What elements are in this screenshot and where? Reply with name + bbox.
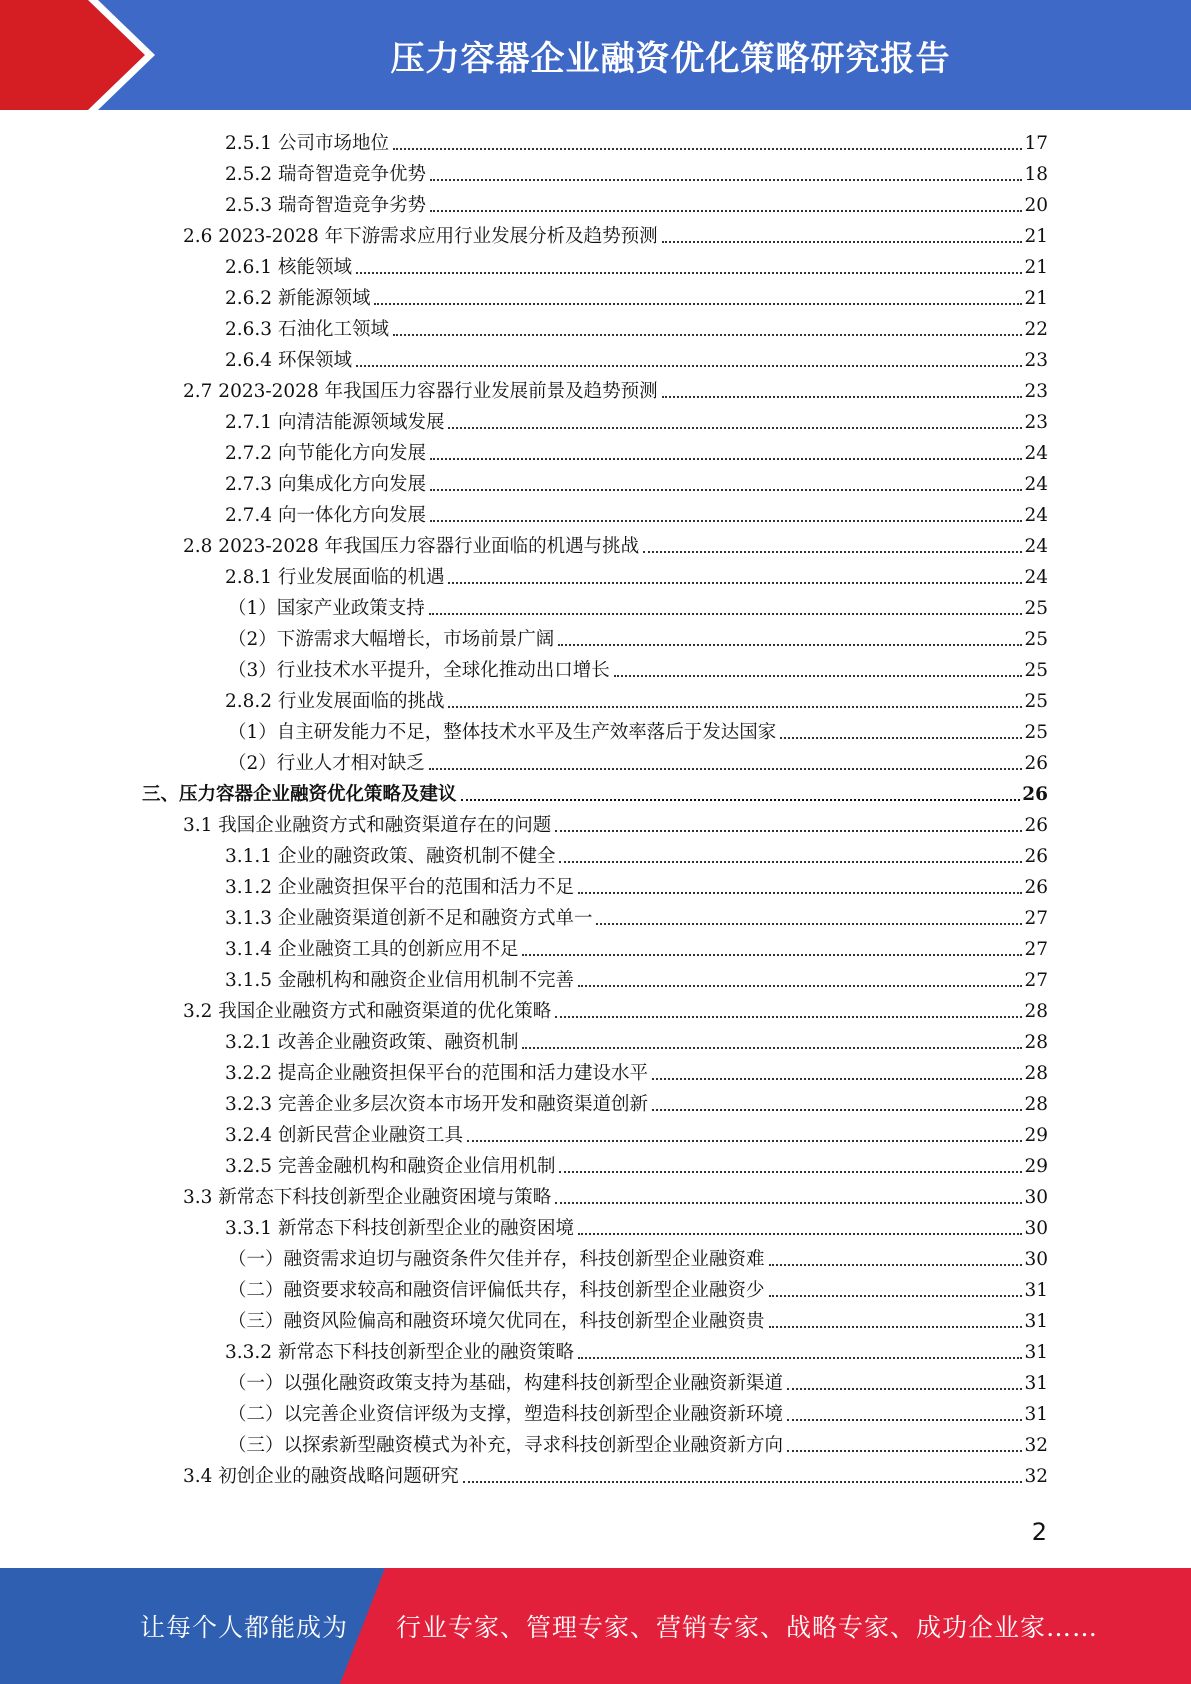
toc-entry-label: 3.2.4 创新民营企业融资工具 — [225, 1125, 463, 1146]
toc-leader-dots — [430, 458, 1022, 460]
toc-entry[interactable] — [183, 376, 1048, 407]
toc-entry[interactable] — [225, 562, 1048, 593]
toc-entry[interactable] — [225, 903, 1048, 934]
toc-entry-label: 2.6.3 石油化工领域 — [225, 319, 389, 340]
toc-entry[interactable] — [225, 407, 1048, 438]
toc-entry-page: 27 — [1024, 908, 1048, 929]
toc-entry-page: 28 — [1024, 1094, 1048, 1115]
toc-entry[interactable] — [183, 1461, 1048, 1492]
toc-entry[interactable] — [225, 283, 1048, 314]
toc-entry-label: 3.3 新常态下科技创新型企业融资困境与策略 — [183, 1187, 552, 1208]
toc-leader-dots — [787, 1419, 1022, 1421]
toc-entry-page: 23 — [1024, 412, 1048, 433]
toc-entry-page: 17 — [1024, 133, 1048, 154]
toc-entry[interactable] — [228, 1275, 1048, 1306]
toc-entry-label: （1）自主研发能力不足，整体技术水平及生产效率落后于发达国家 — [228, 722, 777, 743]
toc-entry-label: 3.1 我国企业融资方式和融资渠道存在的问题 — [183, 815, 552, 836]
toc-leader-dots — [448, 427, 1022, 429]
toc-entry[interactable] — [225, 314, 1048, 345]
toc-entry-label: 3.2.1 改善企业融资政策、融资机制 — [225, 1032, 519, 1053]
toc-entry[interactable] — [225, 469, 1048, 500]
toc-entry-page: 28 — [1024, 1063, 1048, 1084]
toc-leader-dots — [522, 1047, 1022, 1049]
toc-entry-label: （三）以探索新型融资模式为补充，寻求科技创新型企业融资新方向 — [228, 1435, 784, 1456]
toc-leader-dots — [461, 799, 1021, 801]
toc-leader-dots — [769, 1264, 1023, 1266]
toc-leader-dots — [559, 1171, 1022, 1173]
toc-entry-page: 24 — [1024, 567, 1048, 588]
toc-entry[interactable] — [225, 841, 1048, 872]
toc-entry-page: 24 — [1024, 505, 1048, 526]
footer-slogan-left: 让每个人都能成为 — [140, 1613, 349, 1642]
toc-entry-label: 三、压力容器企业融资优化策略及建议 — [142, 784, 457, 805]
toc-entry[interactable] — [225, 438, 1048, 469]
toc-leader-dots — [769, 1326, 1023, 1328]
toc-entry-label: （三）融资风险偏高和融资环境欠优同在，科技创新型企业融资贵 — [228, 1311, 765, 1332]
toc-entry[interactable] — [225, 1151, 1048, 1182]
toc-entry-label: 3.2.2 提高企业融资担保平台的范围和活力建设水平 — [225, 1063, 648, 1084]
toc-leader-dots — [787, 1450, 1022, 1452]
toc-leader-dots — [578, 1233, 1022, 1235]
toc-leader-dots — [429, 613, 1023, 615]
toc-entry-page: 29 — [1024, 1125, 1048, 1146]
toc-entry[interactable] — [225, 686, 1048, 717]
toc-entry[interactable] — [225, 1089, 1048, 1120]
page-number: 2 — [1031, 1518, 1047, 1546]
toc-entry-page: 26 — [1024, 815, 1048, 836]
toc-leader-dots — [356, 365, 1023, 367]
toc-entry-label: 2.8 2023-2028 年我国压力容器行业面临的机遇与挑战 — [183, 536, 640, 557]
toc-leader-dots — [662, 241, 1023, 243]
toc-entry-page: 25 — [1024, 691, 1048, 712]
toc-entry-page: 25 — [1024, 722, 1048, 743]
toc-entry-label: 3.1.4 企业融资工具的创新应用不足 — [225, 939, 519, 960]
toc-entry-label: 2.6.4 环保领域 — [225, 350, 352, 371]
toc-entry-label: 3.3.2 新常态下科技创新型企业的融资策略 — [225, 1342, 574, 1363]
toc-entry-label: （二）以完善企业资信评级为支撑，塑造科技创新型企业融资新环境 — [228, 1404, 784, 1425]
page-header — [0, 0, 1191, 110]
toc-entry-label: 2.8.2 行业发展面临的挑战 — [225, 691, 445, 712]
toc-entry-label: 2.5.3 瑞奇智造竞争劣势 — [225, 195, 426, 216]
toc-entry-label: 2.7.1 向清洁能源领域发展 — [225, 412, 445, 433]
toc-entry-page: 29 — [1024, 1156, 1048, 1177]
toc-entry-label: 3.3.1 新常态下科技创新型企业的融资困境 — [225, 1218, 574, 1239]
toc-entry-page: 21 — [1024, 226, 1048, 247]
toc-entry-page: 27 — [1024, 970, 1048, 991]
toc-entry-page: 30 — [1024, 1249, 1048, 1270]
toc-entry[interactable] — [225, 128, 1048, 159]
toc-entry[interactable] — [225, 1337, 1048, 1368]
toc-entry-page: 28 — [1024, 1001, 1048, 1022]
toc-entry-page: 26 — [1022, 784, 1048, 805]
toc-entry-page: 31 — [1024, 1404, 1048, 1425]
toc-leader-dots — [555, 1202, 1022, 1204]
toc-leader-dots — [393, 334, 1022, 336]
toc-entry-page: 28 — [1024, 1032, 1048, 1053]
toc-entry-label: （一）以强化融资政策支持为基础，构建科技创新型企业融资新渠道 — [228, 1373, 784, 1394]
toc-leader-dots — [522, 954, 1022, 956]
toc-leader-dots — [558, 644, 1022, 646]
toc-entry[interactable] — [225, 252, 1048, 283]
header-chevron-decoration — [0, 0, 170, 110]
toc-entry-label: 2.6 2023-2028 年下游需求应用行业发展分析及趋势预测 — [183, 226, 658, 247]
toc-entry[interactable] — [225, 1058, 1048, 1089]
toc-entry[interactable] — [225, 1120, 1048, 1151]
toc-entry[interactable] — [225, 500, 1048, 531]
toc-entry-label: 2.6.1 核能领域 — [225, 257, 352, 278]
toc-leader-dots — [429, 768, 1023, 770]
toc-entry-page: 31 — [1024, 1342, 1048, 1363]
toc-entry-page: 26 — [1024, 877, 1048, 898]
toc-entry[interactable] — [183, 810, 1048, 841]
toc-leader-dots — [430, 210, 1022, 212]
toc-entry[interactable] — [228, 655, 1048, 686]
toc-entry-label: （3）行业技术水平提升，全球化推动出口增长 — [228, 660, 610, 681]
toc-entry-label: （2）下游需求大幅增长，市场前景广阔 — [228, 629, 555, 650]
toc-leader-dots — [555, 1016, 1022, 1018]
toc-leader-dots — [430, 179, 1022, 181]
toc-entry[interactable] — [183, 221, 1048, 252]
toc-entry[interactable] — [225, 965, 1048, 996]
toc-entry-label: 2.7.4 向一体化方向发展 — [225, 505, 426, 526]
toc-entry-page: 20 — [1024, 195, 1048, 216]
toc-leader-dots — [652, 1078, 1022, 1080]
toc-entry[interactable] — [228, 593, 1048, 624]
toc-leader-dots — [430, 489, 1022, 491]
toc-entry-label: 3.4 初创企业的融资战略问题研究 — [183, 1466, 459, 1487]
toc-entry-label: 3.2.3 完善企业多层次资本市场开发和融资渠道创新 — [225, 1094, 648, 1115]
toc-entry[interactable] — [183, 1182, 1048, 1213]
toc-entry-page: 23 — [1024, 350, 1048, 371]
toc-entry[interactable] — [225, 159, 1048, 190]
toc-entry-label: 3.2.5 完善金融机构和融资企业信用机制 — [225, 1156, 556, 1177]
toc-entry-page: 24 — [1024, 536, 1048, 557]
toc-entry-label: 3.1.3 企业融资渠道创新不足和融资方式单一 — [225, 908, 593, 929]
toc-entry-label: （一）融资需求迫切与融资条件欠佳并存，科技创新型企业融资难 — [228, 1249, 765, 1270]
toc-leader-dots — [356, 272, 1023, 274]
toc-leader-dots — [780, 737, 1022, 739]
toc-entry-page: 24 — [1024, 474, 1048, 495]
toc-entry[interactable] — [228, 717, 1048, 748]
toc-entry[interactable] — [228, 1244, 1048, 1275]
toc-leader-dots — [596, 923, 1022, 925]
toc-entry-page: 21 — [1024, 257, 1048, 278]
toc-entry[interactable] — [228, 624, 1048, 655]
toc-leader-dots — [559, 861, 1022, 863]
toc-leader-dots — [578, 1357, 1022, 1359]
toc-entry-label: 2.8.1 行业发展面临的机遇 — [225, 567, 445, 588]
toc-entry-page: 25 — [1024, 660, 1048, 681]
toc-entry[interactable] — [183, 996, 1048, 1027]
toc-leader-dots — [467, 1140, 1022, 1142]
toc-entry[interactable] — [225, 1027, 1048, 1058]
toc-leader-dots — [769, 1295, 1023, 1297]
toc-entry-label: 2.7.3 向集成化方向发展 — [225, 474, 426, 495]
toc-entry[interactable] — [228, 1306, 1048, 1337]
toc-entry-page: 30 — [1024, 1218, 1048, 1239]
toc-entry-page: 24 — [1024, 443, 1048, 464]
toc-leader-dots — [614, 675, 1023, 677]
toc-leader-dots — [662, 396, 1023, 398]
toc-entry-page: 27 — [1024, 939, 1048, 960]
toc-leader-dots — [430, 520, 1022, 522]
toc-leader-dots — [463, 1481, 1023, 1483]
toc-leader-dots — [374, 303, 1022, 305]
toc-leader-dots — [578, 985, 1022, 987]
toc-entry[interactable] — [225, 934, 1048, 965]
toc-entry-label: 2.5.1 公司市场地位 — [225, 133, 389, 154]
toc-entry-label: 2.7 2023-2028 年我国压力容器行业发展前景及趋势预测 — [183, 381, 658, 402]
toc-entry[interactable] — [228, 1368, 1048, 1399]
toc-leader-dots — [643, 551, 1022, 553]
toc-leader-dots — [448, 582, 1022, 584]
toc-entry-page: 21 — [1024, 288, 1048, 309]
toc-leader-dots — [578, 892, 1022, 894]
toc-entry-label: （二）融资要求较高和融资信评偏低共存，科技创新型企业融资少 — [228, 1280, 765, 1301]
toc-entry[interactable] — [142, 779, 1048, 810]
toc-entry-page: 30 — [1024, 1187, 1048, 1208]
toc-leader-dots — [652, 1109, 1022, 1111]
toc-entry-label: 3.1.5 金融机构和融资企业信用机制不完善 — [225, 970, 574, 991]
toc-entry-label: 3.1.2 企业融资担保平台的范围和活力不足 — [225, 877, 574, 898]
toc-entry[interactable] — [225, 872, 1048, 903]
toc-entry-label: 3.2 我国企业融资方式和融资渠道的优化策略 — [183, 1001, 552, 1022]
toc-entry-label: （1）国家产业政策支持 — [228, 598, 425, 619]
toc-entry-page: 26 — [1024, 846, 1048, 867]
toc-leader-dots — [448, 706, 1022, 708]
toc-entry-page: 31 — [1024, 1311, 1048, 1332]
report-title: 压力容器企业融资优化策略研究报告 — [390, 38, 951, 79]
toc-entry-page: 25 — [1024, 598, 1048, 619]
toc-entry-page: 32 — [1024, 1435, 1048, 1456]
toc-entry-label: （2）行业人才相对缺乏 — [228, 753, 425, 774]
toc-entry-label: 2.5.2 瑞奇智造竞争优势 — [225, 164, 426, 185]
toc-entry[interactable] — [228, 1430, 1048, 1461]
toc-entry-page: 31 — [1024, 1373, 1048, 1394]
toc-entry-label: 2.6.2 新能源领域 — [225, 288, 371, 309]
toc-leader-dots — [555, 830, 1022, 832]
toc-leader-dots — [393, 148, 1022, 150]
toc-entry[interactable] — [225, 190, 1048, 221]
toc-entry[interactable] — [225, 345, 1048, 376]
toc-entry-page: 23 — [1024, 381, 1048, 402]
footer-slogan-right: 行业专家、管理专家、营销专家、战略专家、成功企业家…… — [396, 1613, 1099, 1642]
toc-leader-dots — [787, 1388, 1022, 1390]
toc-entry-label: 3.1.1 企业的融资政策、融资机制不健全 — [225, 846, 556, 867]
toc-entry[interactable] — [228, 748, 1048, 779]
toc-entry-page: 31 — [1024, 1280, 1048, 1301]
page-footer — [0, 1568, 1191, 1684]
toc-entry-label: 2.7.2 向节能化方向发展 — [225, 443, 426, 464]
toc-entry-page: 32 — [1024, 1466, 1048, 1487]
toc-entry-page: 25 — [1024, 629, 1048, 650]
toc-entry-page: 22 — [1024, 319, 1048, 340]
toc-entry[interactable] — [228, 1399, 1048, 1430]
toc-entry-page: 18 — [1024, 164, 1048, 185]
toc-entry[interactable] — [183, 531, 1048, 562]
toc-entry-page: 26 — [1024, 753, 1048, 774]
toc-entry[interactable] — [225, 1213, 1048, 1244]
